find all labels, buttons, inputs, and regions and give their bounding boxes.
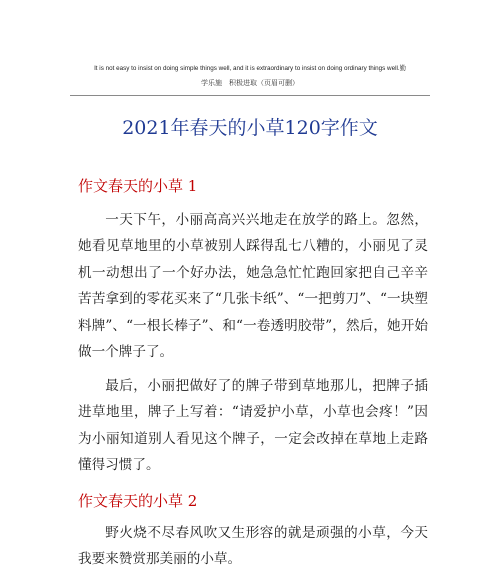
- section-1-paragraph-1: 一天下午，小丽高高兴兴地走在放学的路上。忽然，她看见草地里的小草被别人踩得乱七八糟的，小丽见了灵机一动想出了一个好办法，她急急忙忙跑回家把自己辛辛苦苦拿到的零花买来了“几张卡纸”、“一把剪刀”、“一块塑料牌”、“一根长棒子”、和“一卷透明胶带”，然后，她开始做一个牌子了。: [78, 212, 428, 361]
- header-quote: It is not easy to insist on doing simple things well, and it is extraordinary to insist on doing ordinary things well.勤: [94, 65, 406, 72]
- page-header: [60, 63, 440, 88]
- section-2-heading: 作文春天的小草 2: [78, 492, 198, 510]
- section-1-paragraph-2: 最后，小丽把做好了的牌子带到草地那儿，把牌子插进草地里，牌子上写着：“请爱护小草，小草也会疼！”因为小丽知道别人看见这个牌子，一定会改掉在草地上走路懂得习惯了。: [78, 378, 428, 474]
- header-motto: 学乐施 积极进取（页眉可删）: [201, 79, 299, 87]
- section-1-heading: 作文春天的小草 1: [78, 177, 198, 195]
- header-divider: [70, 95, 430, 96]
- document-title: 2021年春天的小草120字作文: [122, 117, 378, 139]
- section-2-paragraph-1: 野火烧不尽春风吹又生形容的就是顽强的小草，今天我要来赞赏那美丽的小草。: [78, 525, 428, 568]
